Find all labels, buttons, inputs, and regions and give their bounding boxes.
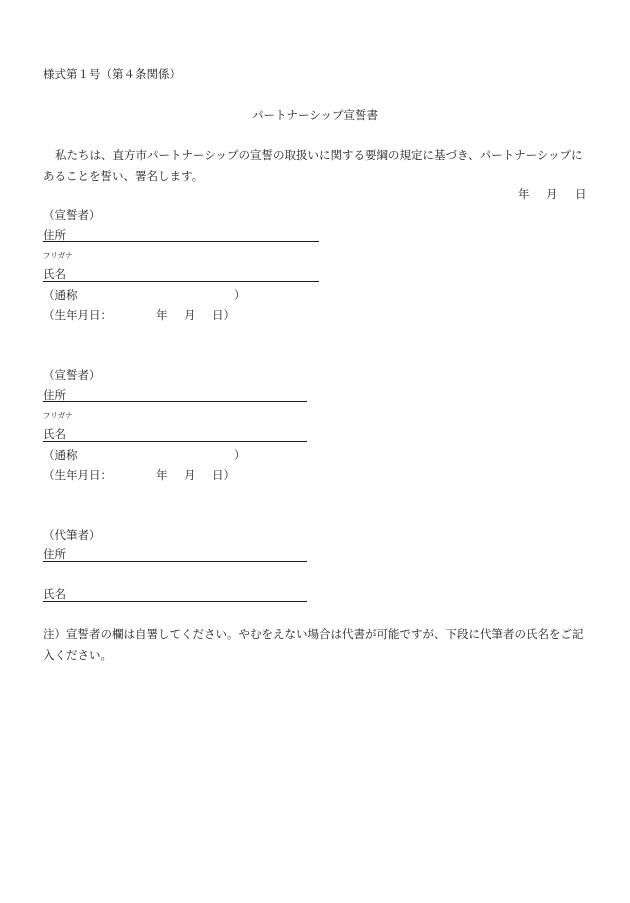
declarant1-birth-year: 年 bbox=[156, 308, 168, 322]
declarant1-alias-close: ） bbox=[234, 288, 246, 302]
declarant1-birth-day: 日） bbox=[212, 308, 235, 322]
declarant2-birth-month: 月 bbox=[184, 468, 196, 482]
declarant2-address-field[interactable] bbox=[43, 401, 307, 402]
declarant2-alias-open: （通称 bbox=[43, 448, 78, 462]
proxy-address-field[interactable] bbox=[43, 561, 307, 562]
declarant1-birth-label: （生年月日： bbox=[43, 308, 112, 322]
form-number: 様式第１号（第４条関係） bbox=[43, 67, 181, 81]
date-month-label: 月 bbox=[546, 187, 558, 201]
declarant1-address-field[interactable] bbox=[43, 241, 319, 242]
declarant1-alias-open: （通称 bbox=[43, 288, 78, 302]
proxy-heading: （代筆者） bbox=[43, 528, 101, 542]
declarant1-heading: （宣誓者） bbox=[43, 208, 101, 222]
proxy-address-label: 住所 bbox=[43, 547, 66, 561]
declarant2-birth-year: 年 bbox=[156, 468, 168, 482]
declarant2-furigana-label: フリガナ bbox=[43, 411, 73, 420]
declarant2-name-field[interactable] bbox=[43, 441, 307, 442]
proxy-name-field[interactable] bbox=[43, 601, 307, 602]
declarant1-name-label: 氏名 bbox=[43, 267, 66, 281]
declarant2-birth-label: （生年月日： bbox=[43, 468, 112, 482]
footnote: 注）宣誓者の欄は自署してください。やむをえない場合は代書が可能ですが、下段に代筆者の氏名をご記入ください。 bbox=[43, 627, 584, 662]
page-title: パートナーシップ宣誓書 bbox=[251, 108, 379, 122]
declarant1-birth-month: 月 bbox=[184, 308, 196, 322]
declarant2-name-label: 氏名 bbox=[43, 427, 66, 441]
declaration-text: 私たちは、直方市パートナーシップの宣誓の取扱いに関する要綱の規定に基づき、パートナーシップにあることを誓い、署名します。 bbox=[43, 148, 583, 183]
declarant2-alias-close: ） bbox=[234, 448, 246, 462]
date-day-label: 日 bbox=[575, 187, 587, 201]
declarant2-birth-day: 日） bbox=[212, 468, 235, 482]
declarant1-address-label: 住所 bbox=[43, 228, 66, 242]
declarant1-furigana-label: フリガナ bbox=[43, 251, 73, 260]
declarant1-name-field[interactable] bbox=[43, 281, 319, 282]
date-year-label: 年 bbox=[518, 187, 530, 201]
declarant2-address-label: 住所 bbox=[43, 388, 66, 402]
declarant2-heading: （宣誓者） bbox=[43, 368, 101, 382]
proxy-name-label: 氏名 bbox=[43, 587, 66, 601]
